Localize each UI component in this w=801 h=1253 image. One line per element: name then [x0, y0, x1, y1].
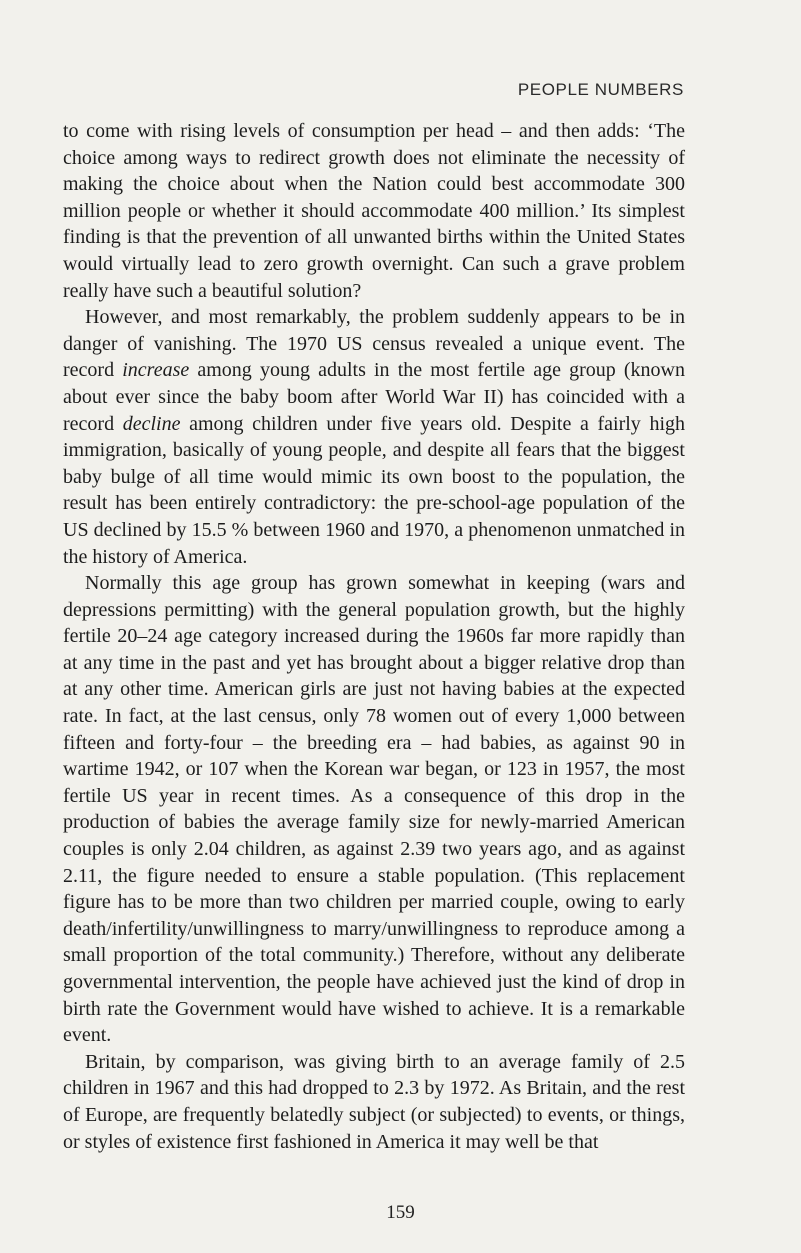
- running-head: PEOPLE NUMBERS: [517, 80, 684, 99]
- emphasis-increase: increase: [122, 359, 190, 382]
- paragraph-3: Normally this age group has grown somewhat in keeping (wars and depressions permitting) with the general population growth, but the highly fertile 20–24 age category increased during the 1960s far more rapidly than at any time in the past and yet has brought about a bigger relative drop than at any other time. American girls are just not having babies at the expected rate. In fact, at the last census, only 78 women out of every 1,000 between fifteen and forty-four – the breeding era – had babies, as against 90 in wartime 1942, or 107 when the Korean war began, or 123 in 1957, the most fertile US year in recent times. As a consequence of this drop in the production of babies the average family size for newly-married American couples is only 2.04 children, as against 2.39 two years ago, and as against 2.11, the figure needed to ensure a stable population. (This replacement figure has to be more than two children per married couple, owing to early death/infertility/unwillingness to marry/unwillingness to reproduce among a small proportion of the total community.) Therefore, without any deliberate governmental intervention, the people have achieved just the kind of drop in birth rate the Government would have wished to achieve. It is a remarkable event.: [63, 572, 685, 1047]
- paragraph-2: [63, 304, 685, 570]
- page-number: 159: [386, 1202, 415, 1223]
- paragraph-2-part-c: among children under five years old. Despite a fairly high immigration, basically of young people, and despite all fears that the biggest baby bulge of all time would mimic its own boost to the population, the result has been entirely contradictory: the pre-school-age population of the US declined by 15.5 % between 1960 and 1970, a phenomenon unmatched in the history of America.: [63, 412, 686, 568]
- paragraph-4: Britain, by comparison, was giving birth to an average family of 2.5 children in 1967 and this had dropped to 2.3 by 1972. As Britain, and the rest of Europe, are frequently belatedly subject (or subjected) to events, or things, or styles of existence first fashioned in America it may well be that: [63, 1050, 685, 1153]
- body-text: [63, 118, 685, 1155]
- paragraph-2-part-b: among young adults in the most fertile age group (known about ever since the baby boom after World War II) has coincided with a record: [63, 359, 685, 435]
- emphasis-decline: decline: [122, 412, 181, 435]
- paragraph-2-part-a: However, and most remarkably, the problem suddenly appears to be in danger of vanishing. The 1970 US census revealed a unique event. The record: [63, 306, 685, 382]
- paragraph-1: to come with rising levels of consumption per head – and then adds: ‘The choice among ways to redirect growth does not eliminate the necessity of making the choice about when the Nation could best accommodate 300 million people or whether it should accommodate 400 million.’ Its simplest finding is that the prevention of all unwanted births within the United States would virtually lead to zero growth overnight. Can such a grave problem really have such a beautiful solution?: [63, 120, 685, 302]
